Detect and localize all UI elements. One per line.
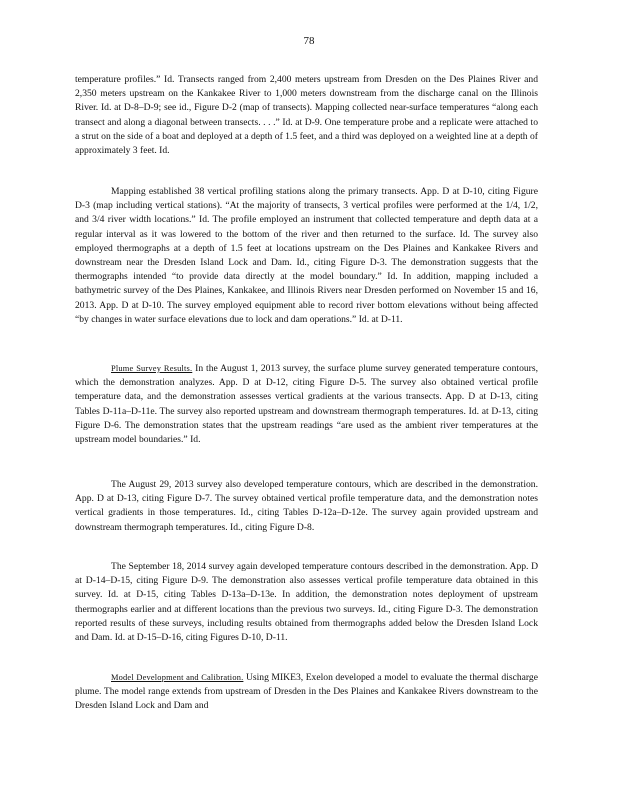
page-number: 78: [303, 35, 315, 47]
paragraph-body: Using MIKE3, Exelon developed a model to evaluate the thermal discharge plume. The model range extends from upstream of Dresden in the Des Plaines and Kankakee Rivers downstream to the Dresden Island Lock and Dam and: [75, 672, 538, 712]
paragraph-body: In the August 1, 2013 survey, the surface plume survey generated temperature contours, which the demonstration analyzes. App. D at D-12, citing Figure D-5. The survey also obtained vertical profile temperature data, and the demonstration assesses vertical gradients at the various transects. App. D at D-13, citing Tables D-11a–D-11e. The survey also reported upstream and downstream thermograph temperatures. Id. at D-13, citing Figure D-6. The demonstration states that the upstream readings “are used as the ambient river temperatures at the upstream model boundaries.” Id.: [75, 363, 538, 446]
paragraph-august-29-survey: The August 29, 2013 survey also developed temperature contours, which are described in the demonstration. App. D at D-13, citing Figure D-7. The survey obtained vertical profile temperature data, and the demonstration notes vertical gradients in those temperatures. Id., citing Tables D-12a–D-12e. The survey again provided upstream and downstream thermograph temperatures. Id., citing Figure D-8.: [75, 479, 538, 533]
paragraph-vertical-profiling: Mapping established 38 vertical profiling stations along the primary transects. App. D at D-10, citing Figure D-3 (map including vertical stations). “At the majority of transects, 3 vertical profiles were performed at the 1/4, 1/2, and 3/4 river width locations.” Id. The profile employed an instrument that collected temperature and depth data at a regular interval as it was lowered to the bottom of the river and then returned to the surface. Id. The survey also employed thermographs at a depth of 1.5 feet at locations upstream on the Des Plaines and Kankakee Rivers and downstream near the Dresden Island Lock and Dam. Id., citing Figure D-3. The demonstration suggests that the thermographs intended “to provide data directly at the model boundary.” Id. In addition, mapping included a bathymetric survey of the Des Plaines, Kankakee, and Illinois Rivers near Dresden performed on November 15 and 16, 2013. App. D at D-10. The survey employed equipment able to record river bottom elevations without being affected “by changes in water surface elevations due to lock and dam operations.” Id. at D-11.: [75, 186, 538, 325]
paragraph-september-18-survey: The September 18, 2014 survey again developed temperature contours described in the demonstration. App. D at D-14–D-15, citing Figure D-9. The demonstration also assesses vertical profile temperature data obtained in this survey. Id. at D-15, citing Tables D-13a–D-13e. In addition, the demonstration notes deployment of upstream thermographs earlier and at different locations than the previous two surveys. Id., citing Figure D-3. The demonstration reported results of these surveys, including results obtained from thermographs added below the Dresden Island Lock and Dam. Id. at D-15–D-16, citing Figures D-10, D-11.: [75, 561, 538, 644]
section-heading-plume-survey: Plume Survey Results.: [111, 364, 193, 373]
section-heading-model-development: Model Development and Calibration.: [111, 673, 244, 682]
paragraph-model-development: [75, 671, 538, 714]
paragraph-plume-survey-results: [75, 362, 538, 447]
paragraph-transects: temperature profiles.” Id. Transects ranged from 2,400 meters upstream from Dresden on the Des Plaines River and 2,350 meters upstream on the Kankakee River to 1,000 meters downstream from the discharge canal on the Illinois River. Id. at D-8–D-9; see id., Figure D-2 (map of transects). Mapping collected near-surface temperatures “along each transect and along a diagonal between transects. . . .” Id. at D-9. One temperature probe and a replicate were attached to a strut on the side of a boat and deployed at a depth of 1.5 feet, and a third was deployed on a weighted line at a depth of approximately 3 feet. Id.: [75, 74, 538, 157]
